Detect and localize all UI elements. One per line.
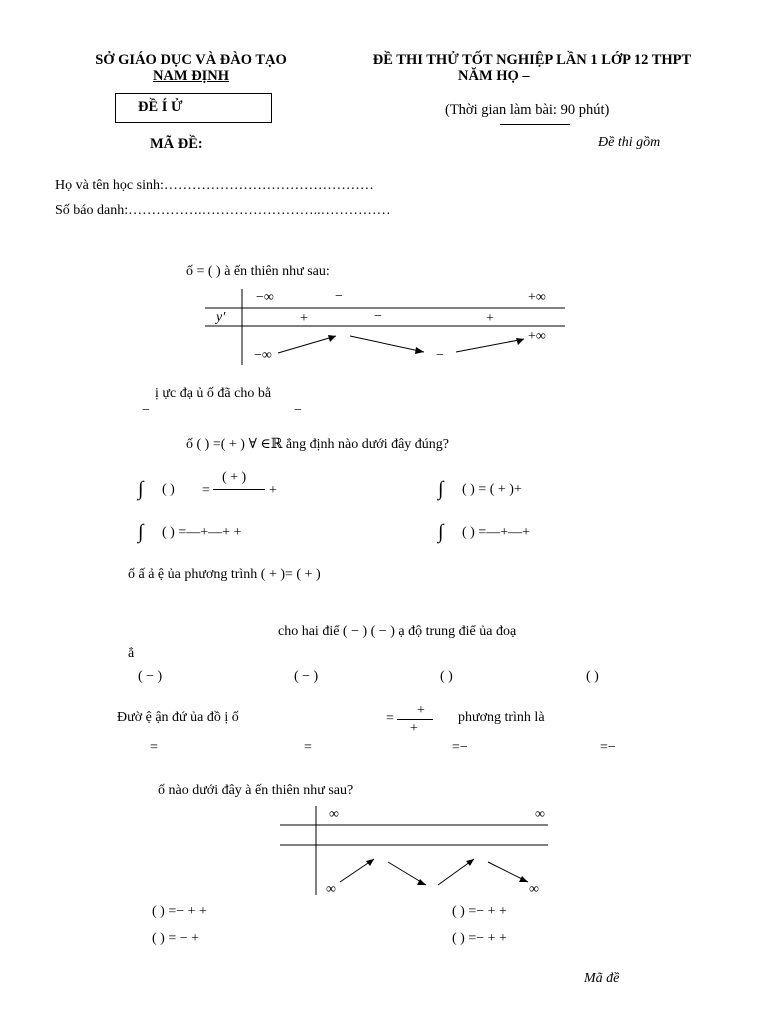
q7-option-c[interactable]: ( ) = − +	[152, 931, 200, 946]
q7-top-left-inf: ∞	[329, 807, 339, 822]
q1-x-neg-inf: −∞	[256, 290, 274, 305]
q4-stem: ố ấ ả ệ ủa phương trình ( + )= ( + )	[128, 567, 321, 582]
student-name-line[interactable]: Họ và tên học sinh:………………………………………	[55, 178, 374, 193]
q2-option-a[interactable]: −	[142, 403, 150, 418]
q1-y-prime-label: y′	[216, 310, 226, 325]
q3-option-b-body[interactable]: ( ) = ( + )+	[462, 482, 522, 497]
q5-option-c[interactable]: ( )	[440, 669, 453, 684]
q6-option-b[interactable]: =	[304, 740, 312, 755]
q3-option-a-integral-icon: ∫	[138, 478, 144, 500]
q7-option-a[interactable]: ( ) =− + +	[152, 904, 207, 919]
q3-option-c-integral-icon: ∫	[138, 521, 144, 543]
q3-option-c-body[interactable]: ( ) =—+—+ +	[162, 525, 242, 540]
q2-stem: ị ực đạ ủ ố đã cho bằ	[155, 386, 272, 401]
q3-option-d-body[interactable]: ( ) =—+—+	[462, 525, 531, 540]
q6-frac-num: +	[417, 703, 425, 718]
q3-option-a-numerator: ( + )	[222, 470, 247, 485]
q1-x-mid: −	[335, 289, 343, 304]
q2-option-b[interactable]: −	[294, 403, 302, 418]
q5-option-a[interactable]: ( − )	[138, 669, 163, 684]
q1-sign-1: +	[300, 311, 308, 326]
footer-exam-code: Mã đề	[584, 971, 620, 986]
q5-option-d[interactable]: ( )	[586, 669, 599, 684]
department-province: NAM ĐỊNH	[152, 68, 230, 84]
q6-option-d[interactable]: =−	[600, 740, 616, 755]
q7-option-b[interactable]: ( ) =− + +	[452, 904, 507, 919]
q1-y-mid: −	[436, 348, 444, 363]
q7-top-right-inf: ∞	[535, 807, 545, 822]
q6-stem-right: phương trình là	[458, 710, 545, 725]
q6-option-a[interactable]: =	[150, 740, 158, 755]
q3-option-d-integral-icon: ∫	[438, 521, 444, 543]
time-note: (Thời gian làm bài: 90 phút)	[445, 102, 610, 118]
q1-sign-2: −	[374, 309, 382, 324]
q7-bot-left-inf: ∞	[326, 882, 336, 897]
q3-option-b-integral-icon: ∫	[438, 478, 444, 500]
q7-bot-right-inf: ∞	[529, 882, 539, 897]
q1-x-pos-inf: +∞	[528, 290, 546, 305]
q6-option-c[interactable]: =−	[452, 740, 468, 755]
q1-sign-3: +	[486, 311, 494, 326]
q1-y-pos-inf: +∞	[528, 329, 546, 344]
q3-option-a-tail: +	[269, 483, 277, 498]
exam-title: ĐỀ THI THỬ TỐT NGHIỆP LẦN 1 LỚP 12 THPT	[372, 52, 692, 68]
q7-option-d[interactable]: ( ) =− + +	[452, 931, 507, 946]
pages-note: Đề thi gồm	[598, 135, 661, 150]
school-year: NĂM HỌ –	[458, 68, 530, 84]
q3-option-a-body[interactable]: ( )	[162, 482, 175, 497]
q1-y-neg-inf: −∞	[254, 348, 272, 363]
q6-frac-den: +	[410, 721, 418, 736]
q5-stem: cho hai điể ( − ) ( − ) ạ độ trung điể ủa đoạ	[278, 624, 517, 639]
q6-frac-eq: =	[386, 711, 394, 726]
student-id-line[interactable]: Số báo danh:…………….……………………..……………	[55, 203, 391, 218]
q1-stem: ố = ( ) à ến thiên như sau:	[186, 264, 330, 279]
q3-stem: ố ( ) =( + ) ∀ ∈ℝ ẳng định nào dưới đây đúng?	[186, 437, 450, 452]
q7-stem: ố nào dưới đây à ến thiên như sau?	[158, 783, 354, 798]
q6-stem-left: Đườ ệ ận đứ ủa đồ ị ố	[117, 710, 239, 725]
exam-type-label: ĐỀ Í Ử	[138, 99, 183, 115]
q5-stem-cont: ẳ	[128, 646, 135, 661]
q5-option-b[interactable]: ( − )	[294, 669, 319, 684]
q3-option-a-eq: =	[202, 483, 210, 498]
exam-code-label: MÃ ĐỀ:	[150, 136, 203, 152]
department-name: SỞ GIÁO DỤC VÀ ĐÀO TẠO	[95, 52, 287, 68]
